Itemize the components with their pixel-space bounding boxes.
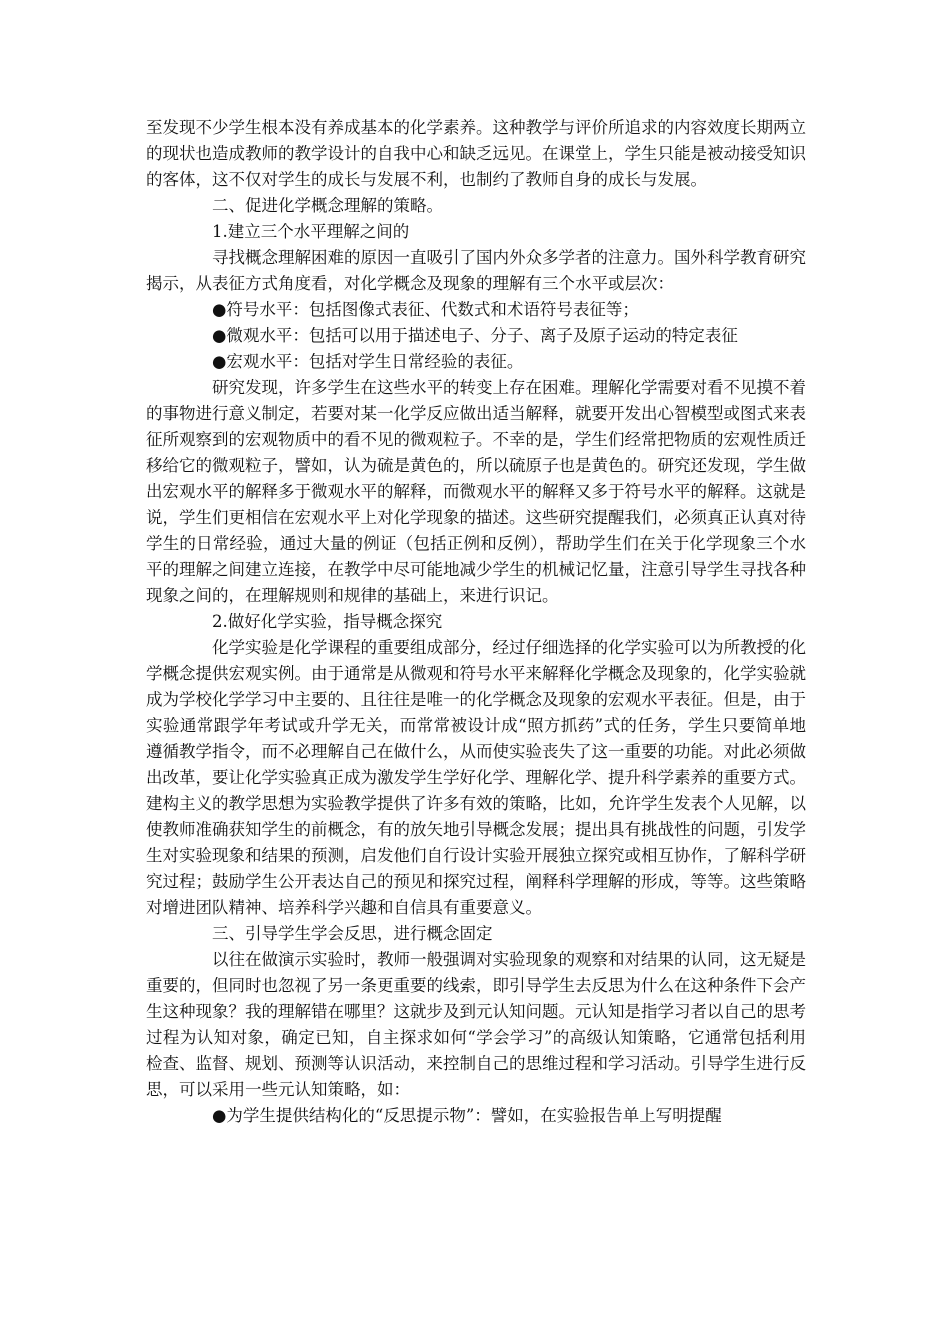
paragraph-three-levels-intro: 寻找概念理解困难的原因一直吸引了国内外众多学者的注意力。国外科学教育研究揭示，从表征方式角度看，对化学概念及现象的理解有三个水平或层次： xyxy=(146,248,806,293)
section-heading-3: 三、引导学生学会反思，进行概念固定 xyxy=(212,924,493,943)
document-page xyxy=(146,115,806,1129)
bullet-symbol-level: ●符号水平：包括图像式表征、代数式和术语符号表征等； xyxy=(212,300,639,319)
subsection-heading-1: 1.建立三个水平理解之间的 xyxy=(212,222,410,241)
paragraph-continuation: 至发现不少学生根本没有养成基本的化学素养。这种教学与评价所追求的内容效度长期两立的现状也造成教师的教学设计的自我中心和缺乏远见。在课堂上，学生只能是被动接受知识的客体，这不仅对学生的成长与发展不利，也制约了教师自身的成长与发展。 xyxy=(146,118,806,189)
paragraph-reflection: 以往在做演示实验时，教师一般强调对实验现象的观察和对结果的认同，这无疑是重要的，但同时也忽视了另一条更重要的线索，即引导学生去反思为什么在这种条件下会产生这种现象？我的理解错在哪里？这就步及到元认知问题。元认知是指学习者以自己的思考过程为认知对象，确定已知，自主探求如何“学会学习”的高级认知策略，它通常包括利用检查、监督、规划、预测等认识活动，来控制自己的思维过程和学习活动。引导学生进行反思，可以采用一些元认知策略，如： xyxy=(146,950,806,1099)
section-heading-2: 二、促进化学概念理解的策略。 xyxy=(212,196,443,215)
subsection-heading-2: 2.做好化学实验，指导概念探究 xyxy=(212,612,443,631)
bullet-reflection-prompts: ●为学生提供结构化的“反思提示物”：譬如，在实验报告单上写明提醒 xyxy=(212,1106,722,1125)
paragraph-research-findings: 研究发现，许多学生在这些水平的转变上存在困难。理解化学需要对看不见摸不着的事物进行意义制定，若要对某一化学反应做出适当解释，就要开发出心智模型或图式来表征所观察到的宏观物质中的看不见的微观粒子。不幸的是，学生们经常把物质的宏观性质迁移给它的微观粒子，譬如，认为硫是黄色的，所以硫原子也是黄色的。研究还发现，学生做出宏观水平的解释多于微观水平的解释，而微观水平的解释又多于符号水平的解释。这就是说，学生们更相信在宏观水平上对化学现象的描述。这些研究提醒我们，必须真正认真对待学生的日常经验，通过大量的例证（包括正例和反例），帮助学生们在关于化学现象三个水平的理解之间建立连接，在教学中尽可能地减少学生的机械记忆量，注意引导学生寻找各种现象之间的，在理解规则和规律的基础上，来进行识记。 xyxy=(146,378,806,605)
bullet-macro-level: ●宏观水平：包括对学生日常经验的表征。 xyxy=(212,352,524,371)
paragraph-chemistry-experiments: 化学实验是化学课程的重要组成部分，经过仔细选择的化学实验可以为所教授的化学概念提供宏观实例。由于通常是从微观和符号水平来解释化学概念及现象的，化学实验就成为学校化学学习中主要的、且往往是唯一的化学概念及现象的宏观水平表征。但是，由于实验通常跟学年考试或升学无关，而常常被设计成“照方抓药”式的任务，学生只要简单地遵循教学指令，而不必理解自己在做什么，从而使实验丧失了这一重要的功能。对此必须做出改革，要让化学实验真正成为激发学生学好化学、理解化学、提升科学素养的重要方式。建构主义的教学思想为实验教学提供了许多有效的策略，比如，允许学生发表个人见解，以使教师准确获知学生的前概念，有的放矢地引导概念发展；提出具有挑战性的问题，引发学生对实验现象和结果的预测，启发他们自行设计实验开展独立探究或相互协作，了解科学研究过程；鼓励学生公开表达自己的预见和探究过程，阐释科学理解的形成，等等。这些策略对增进团队精神、培养科学兴趣和自信具有重要意义。 xyxy=(146,638,806,917)
bullet-micro-level: ●微观水平：包括可以用于描述电子、分子、离子及原子运动的特定表征 xyxy=(212,326,738,345)
